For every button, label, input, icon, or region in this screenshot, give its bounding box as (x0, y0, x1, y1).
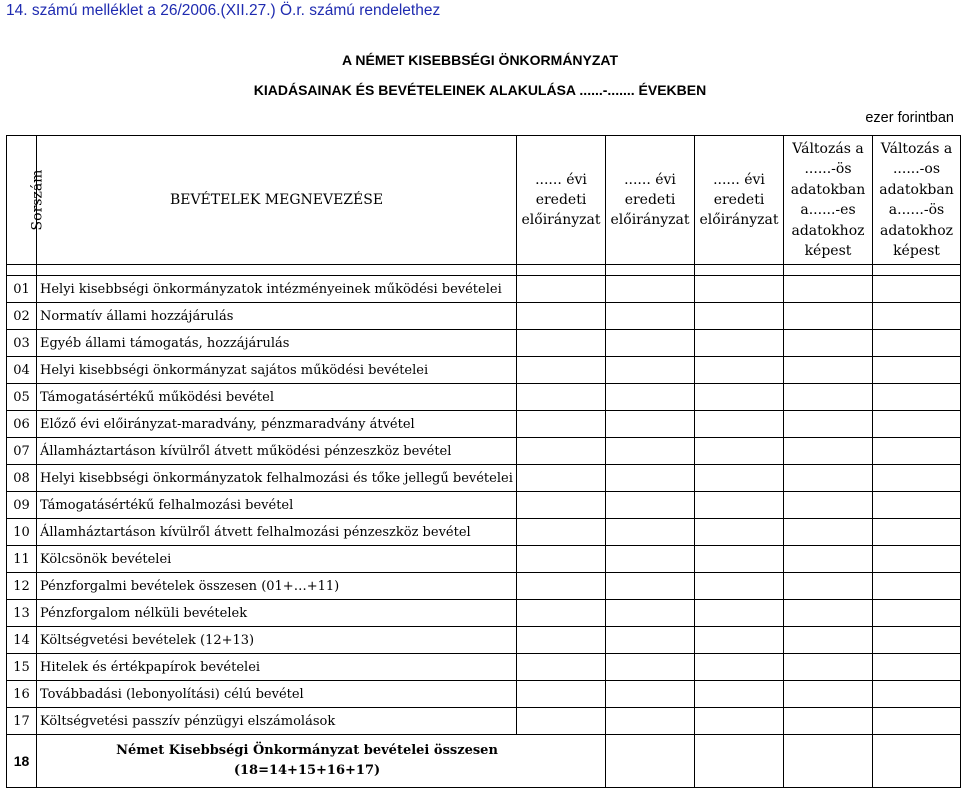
value-cell[interactable] (784, 438, 873, 465)
document-subtitle: KIADÁSAINAK ÉS BEVÉTELEINEK ALAKULÁSA ......-....... ÉVEKBEN (253, 82, 707, 98)
value-cell[interactable] (695, 384, 784, 411)
column-header-name: BEVÉTELEK MEGNEVEZÉSE (37, 136, 517, 265)
value-cell[interactable] (784, 303, 873, 330)
column-header-plan-3: ...... évi eredeti előirányzat (695, 136, 784, 265)
value-cell[interactable] (784, 330, 873, 357)
row-label: Támogatásértékű felhalmozási bevétel (37, 492, 517, 519)
value-cell[interactable] (517, 654, 606, 681)
value-cell[interactable] (517, 600, 606, 627)
value-cell[interactable] (784, 357, 873, 384)
value-cell[interactable] (517, 465, 606, 492)
table-row (7, 411, 961, 438)
value-cell[interactable] (784, 465, 873, 492)
value-cell[interactable] (873, 708, 961, 735)
annex-reference: 14. számú melléklet a 26/2006.(XII.27.) Ö.r. számú rendelethez (6, 2, 441, 19)
row-label: Költségvetési bevételek (12+13) (37, 627, 517, 654)
row-number: 13 (7, 600, 37, 627)
value-cell[interactable] (606, 357, 695, 384)
value-cell[interactable] (784, 546, 873, 573)
table-row (7, 357, 961, 384)
table-row (7, 330, 961, 357)
value-cell[interactable] (606, 330, 695, 357)
row-label: Helyi kisebbségi önkormányzatok intézményeinek működési bevételei (37, 276, 517, 303)
row-number: 03 (7, 330, 37, 357)
column-header-change-1: Változás a ......-ös adatokban a......-es adatokhoz képest (784, 136, 873, 265)
value-cell[interactable] (695, 627, 784, 654)
table-row (7, 627, 961, 654)
value-cell[interactable] (695, 357, 784, 384)
value-cell[interactable] (873, 465, 961, 492)
row-number: 06 (7, 411, 37, 438)
row-label: Államháztartáson kívülről átvett működési pénzeszköz bevétel (37, 438, 517, 465)
value-cell[interactable] (695, 519, 784, 546)
column-header-plan-2: ...... évi eredeti előirányzat (606, 136, 695, 265)
table-row (7, 573, 961, 600)
value-cell[interactable] (606, 492, 695, 519)
value-cell[interactable] (606, 681, 695, 708)
table-row (7, 708, 961, 735)
document-title: A NÉMET KISEBBSÉGI ÖNKORMÁNYZAT (341, 52, 619, 68)
value-cell[interactable] (606, 411, 695, 438)
value-cell[interactable] (517, 303, 606, 330)
value-cell[interactable] (606, 735, 695, 788)
value-cell[interactable] (517, 573, 606, 600)
value-cell[interactable] (517, 519, 606, 546)
value-cell[interactable] (784, 276, 873, 303)
row-label: Előző évi előirányzat-maradvány, pénzmaradvány átvétel (37, 411, 517, 438)
row-label: Pénzforgalom nélküli bevételek (37, 600, 517, 627)
value-cell[interactable] (695, 438, 784, 465)
value-cell[interactable] (784, 627, 873, 654)
value-cell[interactable] (695, 330, 784, 357)
value-cell[interactable] (606, 600, 695, 627)
value-cell[interactable] (606, 384, 695, 411)
value-cell[interactable] (873, 573, 961, 600)
value-cell[interactable] (606, 303, 695, 330)
value-cell[interactable] (873, 735, 961, 788)
row-label: Támogatásértékű működési bevétel (37, 384, 517, 411)
value-cell[interactable] (606, 573, 695, 600)
value-cell[interactable] (784, 384, 873, 411)
table-row (7, 492, 961, 519)
row-number: 15 (7, 654, 37, 681)
total-row-label (37, 735, 606, 788)
row-number: 09 (7, 492, 37, 519)
value-cell[interactable] (517, 384, 606, 411)
row-number: 05 (7, 384, 37, 411)
column-header-plan-1: ...... évi eredeti előirányzat (517, 136, 606, 265)
table-row (7, 384, 961, 411)
row-number: 10 (7, 519, 37, 546)
value-cell[interactable] (695, 276, 784, 303)
column-header-sorszam: Sorszám (7, 136, 37, 265)
row-number: 07 (7, 438, 37, 465)
value-cell[interactable] (517, 438, 606, 465)
value-cell[interactable] (606, 627, 695, 654)
column-header-change-2: Változás a ......-os adatokban a......-ös adatokhoz képest (873, 136, 961, 265)
value-cell[interactable] (784, 654, 873, 681)
total-row (7, 735, 961, 788)
row-label: Államháztartáson kívülről átvett felhalmozási pénzeszköz bevétel (37, 519, 517, 546)
value-cell[interactable] (873, 492, 961, 519)
value-cell[interactable] (606, 519, 695, 546)
total-label-line-2: (18=14+15+16+17) (233, 763, 381, 778)
value-cell[interactable] (606, 708, 695, 735)
value-cell[interactable] (784, 411, 873, 438)
row-number: 14 (7, 627, 37, 654)
row-number: 11 (7, 546, 37, 573)
row-label: Helyi kisebbségi önkormányzatok felhalmozási és tőke jellegű bevételei (37, 465, 517, 492)
row-number: 08 (7, 465, 37, 492)
table-row (7, 600, 961, 627)
row-label: Hitelek és értékpapírok bevételei (37, 654, 517, 681)
value-cell[interactable] (517, 627, 606, 654)
total-row-number: 18 (7, 735, 37, 788)
row-label: Továbbadási (lebonyolítási) célú bevétel (37, 681, 517, 708)
row-label: Helyi kisebbségi önkormányzat sajátos működési bevételei (37, 357, 517, 384)
value-cell[interactable] (606, 465, 695, 492)
value-cell[interactable] (517, 276, 606, 303)
total-label-line-1: Német Kisebbségi Önkormányzat bevételei összesen (116, 743, 498, 758)
row-number: 16 (7, 681, 37, 708)
value-cell[interactable] (606, 438, 695, 465)
value-cell[interactable] (517, 708, 606, 735)
value-cell[interactable] (695, 600, 784, 627)
value-cell[interactable] (695, 303, 784, 330)
value-cell[interactable] (784, 708, 873, 735)
table-row (7, 303, 961, 330)
table-row (7, 681, 961, 708)
value-cell[interactable] (784, 519, 873, 546)
row-label: Költségvetési passzív pénzügyi elszámolások (37, 708, 517, 735)
row-label: Egyéb állami támogatás, hozzájárulás (37, 330, 517, 357)
value-cell[interactable] (873, 519, 961, 546)
value-cell[interactable] (873, 411, 961, 438)
value-cell[interactable] (873, 384, 961, 411)
table-row (7, 465, 961, 492)
row-label: Normatív állami hozzájárulás (37, 303, 517, 330)
table-row (7, 438, 961, 465)
value-cell[interactable] (695, 573, 784, 600)
row-number: 12 (7, 573, 37, 600)
value-cell[interactable] (784, 600, 873, 627)
value-cell[interactable] (784, 573, 873, 600)
value-cell[interactable] (695, 492, 784, 519)
value-cell[interactable] (517, 681, 606, 708)
table-row (7, 519, 961, 546)
value-cell[interactable] (784, 681, 873, 708)
value-cell[interactable] (517, 330, 606, 357)
value-cell[interactable] (606, 654, 695, 681)
value-cell[interactable] (873, 654, 961, 681)
unit-label: ezer forintban (865, 110, 954, 126)
value-cell[interactable] (873, 627, 961, 654)
value-cell[interactable] (873, 330, 961, 357)
value-cell[interactable] (873, 681, 961, 708)
value-cell[interactable] (517, 357, 606, 384)
table-row (7, 546, 961, 573)
value-cell[interactable] (606, 276, 695, 303)
row-number: 02 (7, 303, 37, 330)
value-cell[interactable] (873, 303, 961, 330)
value-cell[interactable] (695, 465, 784, 492)
table-header-row (7, 136, 961, 265)
table-row (7, 276, 961, 303)
value-cell[interactable] (873, 438, 961, 465)
value-cell[interactable] (873, 276, 961, 303)
table-row (7, 654, 961, 681)
value-cell[interactable] (517, 546, 606, 573)
value-cell[interactable] (695, 411, 784, 438)
header-spacer-row (7, 265, 961, 276)
value-cell[interactable] (695, 546, 784, 573)
row-number: 01 (7, 276, 37, 303)
value-cell[interactable] (517, 492, 606, 519)
revenue-table (6, 135, 961, 788)
row-label: Pénzforgalmi bevételek összesen (01+…+11) (37, 573, 517, 600)
value-cell[interactable] (606, 546, 695, 573)
value-cell[interactable] (695, 735, 784, 788)
row-label: Kölcsönök bevételei (37, 546, 517, 573)
value-cell[interactable] (873, 600, 961, 627)
value-cell[interactable] (784, 492, 873, 519)
value-cell[interactable] (695, 708, 784, 735)
value-cell[interactable] (695, 681, 784, 708)
value-cell[interactable] (873, 546, 961, 573)
value-cell[interactable] (784, 735, 873, 788)
value-cell[interactable] (695, 654, 784, 681)
row-number: 17 (7, 708, 37, 735)
value-cell[interactable] (517, 411, 606, 438)
row-number: 04 (7, 357, 37, 384)
value-cell[interactable] (873, 357, 961, 384)
